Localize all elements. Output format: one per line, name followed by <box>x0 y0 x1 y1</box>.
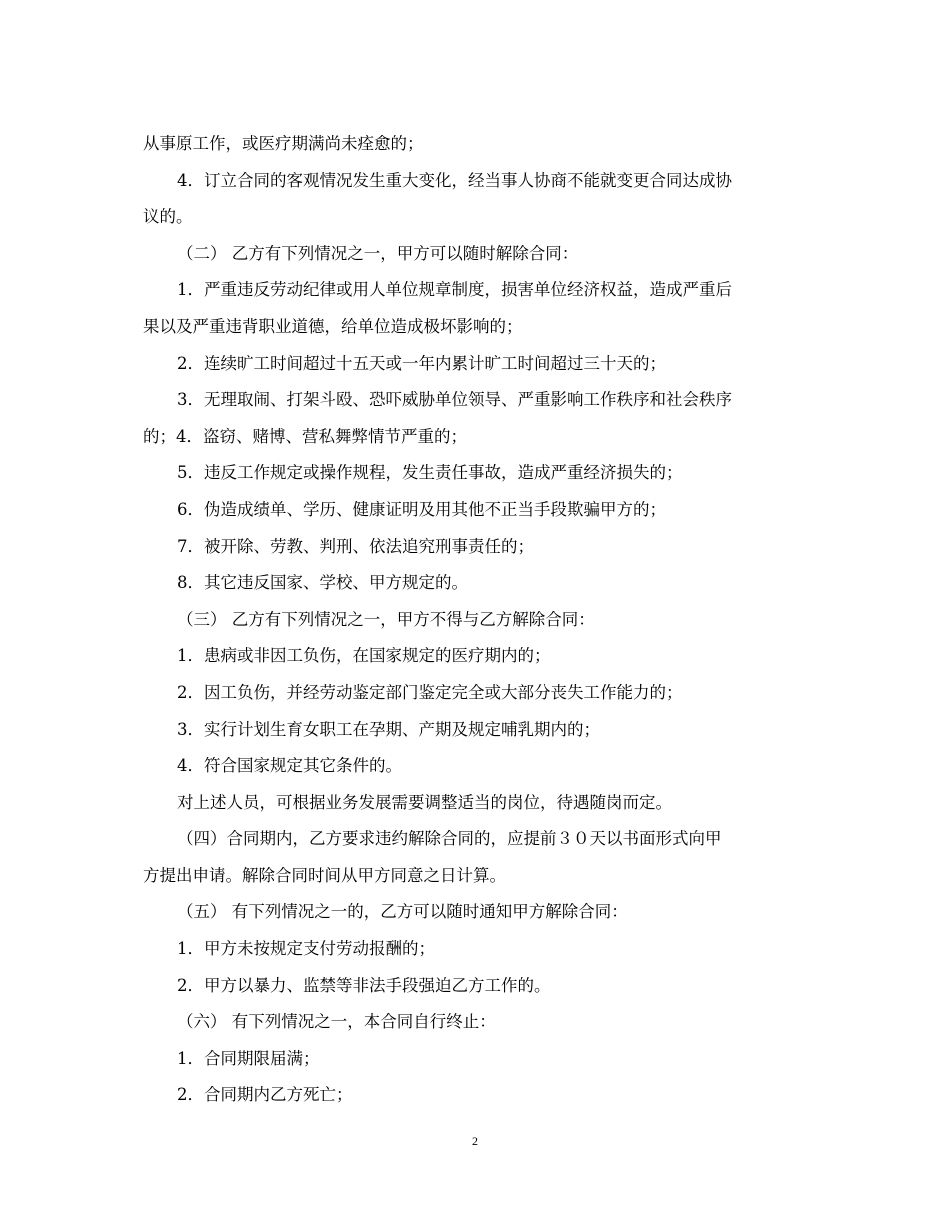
section-heading: （六） 有下列情况之一，本合同自行终止： <box>177 1012 496 1032</box>
document-body <box>143 126 808 1114</box>
text-line: 2．因工负伤，并经劳动鉴定部门鉴定完全或大部分丧失工作能力的； <box>177 682 683 702</box>
text-line: 3．无理取闹、打架斗殴、恐吓威胁单位领导、严重影响工作秩序和社会秩序 <box>177 390 732 410</box>
section-heading: （三） 乙方有下列情况之一，甲方不得与乙方解除合同： <box>177 609 595 629</box>
text-line: 从事原工作，或医疗期满尚未痊愈的； <box>143 134 424 153</box>
text-line: 方提出申请。解除合同时间从甲方同意之日计算。 <box>143 865 506 885</box>
text-line: 7．被开除、劳教、判刑、依法追究刑事责任的； <box>177 536 534 556</box>
text-line: 6．伪造成绩单、学历、健康证明及用其他不正当手段欺骗甲方的； <box>177 499 666 519</box>
text-line: 8．其它违反国家、学校、甲方规定的。 <box>177 573 468 593</box>
text-line: 5．违反工作规定或操作规程，发生责任事故，造成严重经济损失的； <box>177 463 683 483</box>
text-line: 2．连续旷工时间超过十五天或一年内累计旷工时间超过三十天的； <box>177 353 666 373</box>
text-line: 果以及严重违背职业道德，给单位造成极坏影响的； <box>143 316 523 336</box>
page-number: 2 <box>472 1134 478 1148</box>
section-heading: （五） 有下列情况之一的，乙方可以随时通知甲方解除合同： <box>177 902 628 922</box>
text-line: 对上述人员，可根据业务发展需要调整适当的岗位，待遇随岗而定。 <box>177 792 672 812</box>
text-line: 4．符合国家规定其它条件的。 <box>177 756 402 776</box>
text-line: 的；4．盗窃、赌博、营私舞弊情节严重的； <box>143 426 467 446</box>
text-line: 1．合同期限届满； <box>177 1048 320 1068</box>
text-line: 1．严重违反劳动纪律或用人单位规章制度，损害单位经济权益，造成严重后 <box>177 280 732 300</box>
section-heading: （二） 乙方有下列情况之一，甲方可以随时解除合同： <box>177 243 579 263</box>
text-line: 3．实行计划生育女职工在孕期、产期及规定哺乳期内的； <box>177 719 600 739</box>
text-line: 2．合同期内乙方死亡； <box>177 1085 353 1105</box>
text-line: 4．订立合同的客观情况发生重大变化，经当事人协商不能就变更合同达成协 <box>177 170 732 190</box>
text-line: 1．甲方未按规定支付劳动报酬的； <box>177 939 435 959</box>
text-line: 议的。 <box>143 207 193 227</box>
text-line: 2．甲方以暴力、监禁等非法手段强迫乙方工作的。 <box>177 975 551 995</box>
section-heading: （四）合同期内，乙方要求违约解除合同的，应提前３０天以书面形式向甲 <box>177 829 722 849</box>
text-line: 1．患病或非因工负伤，在国家规定的医疗期内的； <box>177 646 551 666</box>
